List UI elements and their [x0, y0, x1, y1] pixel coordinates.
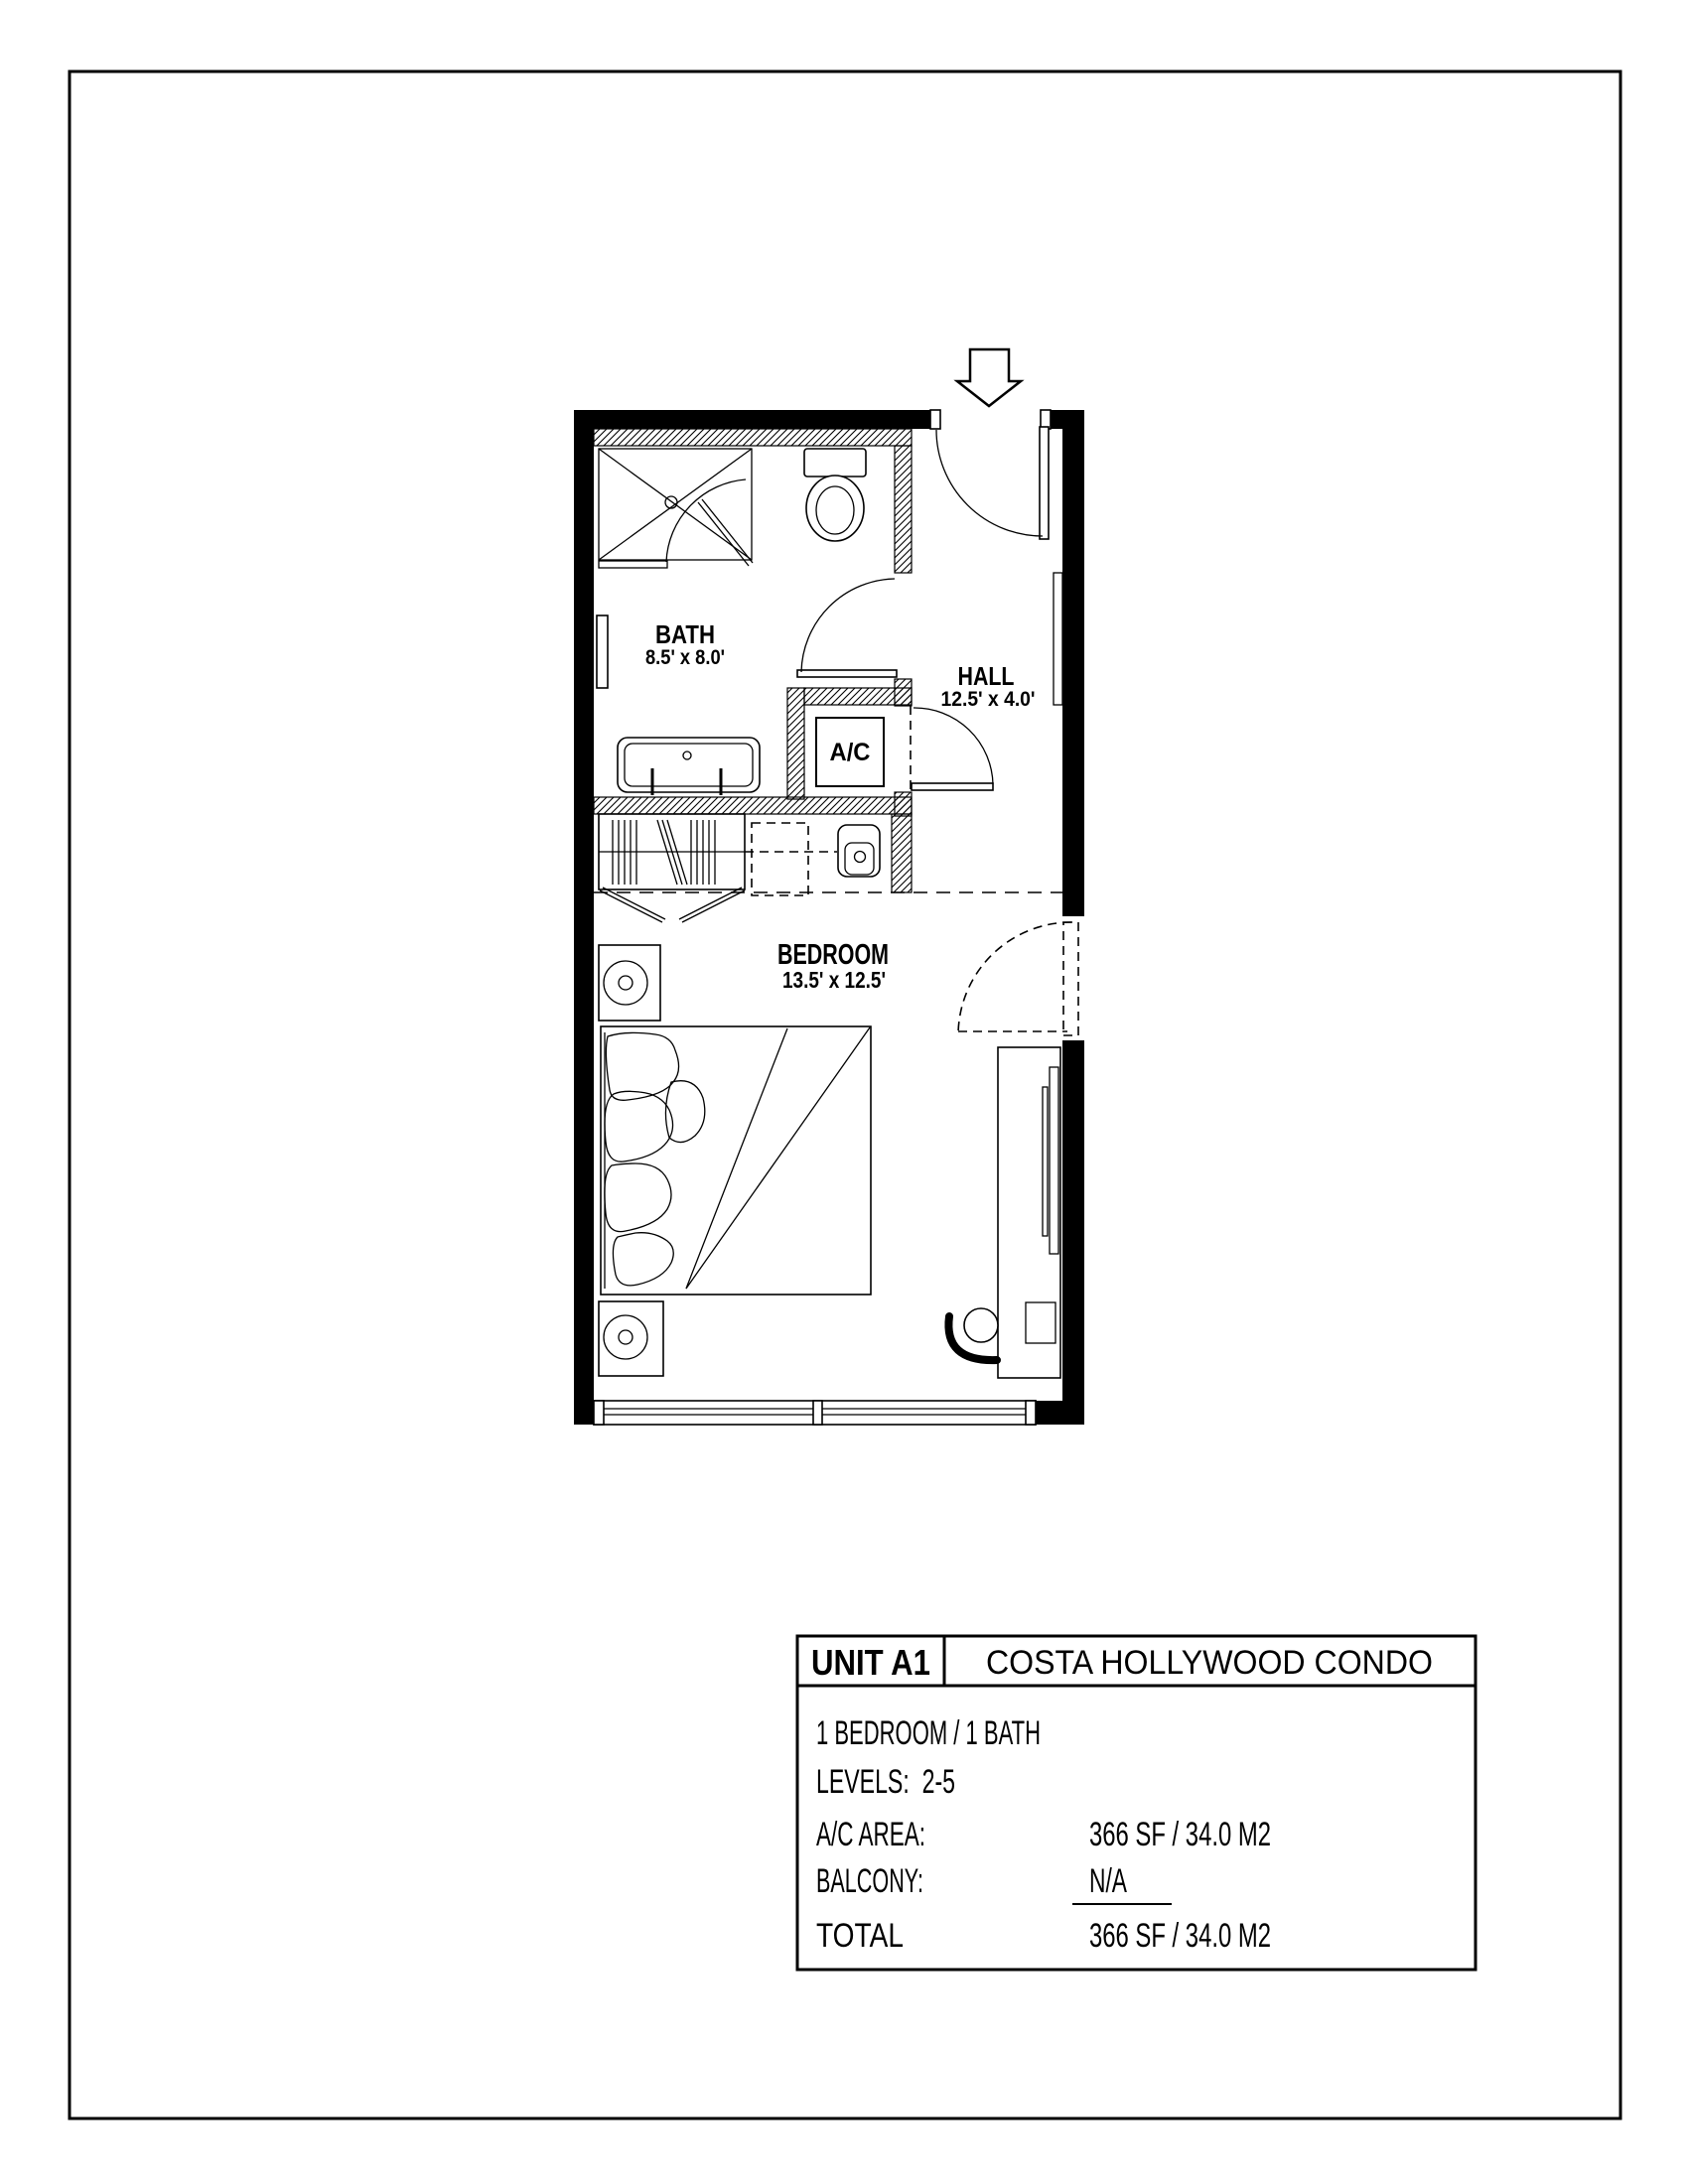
wall-left	[574, 410, 594, 1425]
bath-door-swing	[801, 579, 895, 672]
kitchen-sink	[838, 825, 880, 877]
room-dims-hall: 12.5' x 4.0'	[940, 688, 1036, 711]
ac-door-swing	[914, 708, 993, 784]
chair-seat	[964, 1308, 998, 1342]
desk	[998, 1047, 1060, 1378]
ac-area-value: 366 SF / 34.0 M2	[1089, 1816, 1271, 1853]
levels: LEVELS: 2-5	[816, 1763, 955, 1801]
window-wall	[594, 1401, 1036, 1425]
wall-kitchen-strip-right	[892, 814, 912, 892]
room-dims-bedroom: 13.5' x 12.5'	[782, 967, 886, 993]
entry-door-swing	[936, 430, 1043, 536]
ac-label: A/C	[829, 739, 871, 766]
wall-bottom-right-corner	[1036, 1401, 1084, 1425]
ac-door-leaf	[912, 783, 993, 790]
total-value: 366 SF / 34.0 M2	[1089, 1917, 1271, 1955]
dashed-door-leaf	[1063, 922, 1078, 1035]
shower-door	[702, 499, 753, 563]
shower-door-swing	[666, 479, 746, 562]
total-label: TOTAL	[816, 1917, 904, 1955]
bath-door-leaf	[797, 670, 897, 677]
window-mullion	[813, 1401, 822, 1425]
shower-door	[698, 502, 749, 566]
toilet	[804, 449, 866, 541]
desk-area	[948, 1047, 1060, 1378]
wall-kitchen-strip-top	[594, 797, 912, 814]
room-label-hall: HALL	[957, 661, 1015, 691]
ac-closet	[816, 706, 993, 792]
wall-top	[574, 410, 930, 429]
wall-bath-hall-divider	[895, 446, 912, 573]
balcony-value: N/A	[1089, 1862, 1128, 1900]
toilet-tank	[804, 449, 866, 477]
wall-ac-top	[804, 688, 912, 705]
wall-right-upper	[1062, 410, 1084, 916]
ac-area-label: A/C AREA:	[816, 1816, 925, 1853]
bath-door	[797, 579, 897, 677]
nightstand-bottom	[599, 1301, 663, 1376]
kitchenette	[745, 823, 880, 895]
unit-config: 1 BEDROOM / 1 BATH	[816, 1714, 1041, 1752]
balcony-label: BALCONY:	[816, 1862, 923, 1900]
window-jamb	[594, 1401, 604, 1425]
room-label-bedroom: BEDROOM	[777, 939, 889, 971]
wall-ac-left	[787, 688, 804, 799]
project-name: COSTA HOLLYWOOD CONDO	[986, 1644, 1433, 1682]
title-block	[797, 1636, 1476, 1970]
entry-arrow-icon	[957, 349, 1021, 406]
shower-curb	[599, 561, 667, 568]
bath-vanity	[597, 615, 608, 688]
unit-number: UNIT A1	[811, 1642, 930, 1683]
wall-right-lower	[1062, 1040, 1084, 1425]
dashed-door-swing	[958, 922, 1071, 1035]
entry-door-jamb	[1041, 410, 1051, 429]
shower	[599, 449, 753, 568]
bathtub-outer	[618, 738, 760, 792]
entry-door	[930, 410, 1051, 539]
toilet-bowl	[806, 476, 864, 541]
window-jamb	[1026, 1401, 1036, 1425]
room-label-bath: BATH	[655, 619, 715, 649]
closet	[599, 814, 745, 922]
bathtub	[618, 738, 760, 795]
appliance-dashed	[752, 823, 808, 895]
wall-bath-north	[594, 429, 912, 446]
entry-door-jamb	[930, 410, 940, 429]
entry-door-leaf	[1040, 427, 1049, 539]
nightstand-top	[599, 945, 660, 1021]
floor-plan	[574, 349, 1084, 1425]
nightstand	[599, 945, 660, 1021]
wall-panel	[1054, 573, 1062, 705]
bed	[601, 1026, 871, 1295]
bedroom-dashed-door	[958, 922, 1078, 1035]
room-dims-bath: 8.5' x 8.0'	[645, 646, 725, 669]
nightstand	[599, 1301, 663, 1376]
